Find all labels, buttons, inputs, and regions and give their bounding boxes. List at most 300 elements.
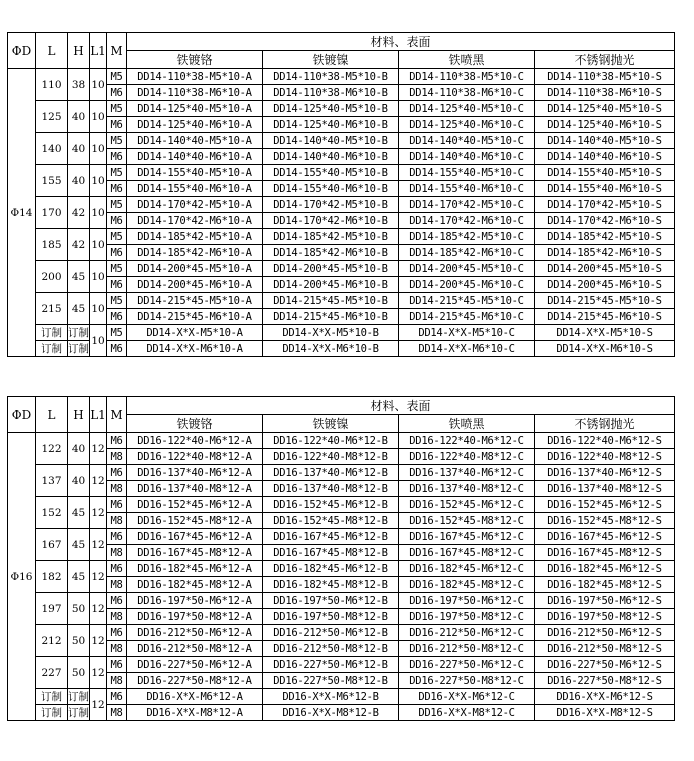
thread-value: M6 — [107, 149, 127, 165]
part-code: DD16-197*50-M8*12-C — [399, 609, 535, 625]
header-thread: M — [107, 33, 127, 69]
part-code: DD16-X*X-M8*12-S — [535, 705, 675, 721]
table-row — [8, 593, 675, 609]
l1-value: 12 — [90, 465, 107, 497]
diameter-value: Φ16 — [8, 433, 36, 721]
length-value: 185 — [36, 229, 68, 261]
thread-value: M6 — [107, 593, 127, 609]
thread-value: M8 — [107, 449, 127, 465]
header-finish: 铁喷黑 — [399, 415, 535, 433]
part-code: DD16-122*40-M8*12-A — [127, 449, 263, 465]
part-code: DD14-155*40-M6*10-A — [127, 181, 263, 197]
part-code: DD16-212*50-M8*12-S — [535, 641, 675, 657]
length-value: 122 — [36, 433, 68, 465]
part-code: DD14-170*42-M6*10-C — [399, 213, 535, 229]
l1-value: 12 — [90, 433, 107, 465]
height-value: 45 — [68, 561, 90, 593]
table-body — [8, 397, 675, 721]
header-finish: 铁镀镍 — [263, 51, 399, 69]
part-code: DD14-110*38-M5*10-B — [263, 69, 399, 85]
height-value: 42 — [68, 229, 90, 261]
part-code: DD14-110*38-M5*10-A — [127, 69, 263, 85]
part-code: DD16-167*45-M8*12-B — [263, 545, 399, 561]
thread-value: M8 — [107, 481, 127, 497]
part-code: DD14-110*38-M6*10-A — [127, 85, 263, 101]
header-finish: 不锈钢抛光 — [535, 415, 675, 433]
part-code: DD16-137*40-M8*12-A — [127, 481, 263, 497]
part-code: DD16-227*50-M6*12-C — [399, 657, 535, 673]
part-code: DD14-155*40-M5*10-B — [263, 165, 399, 181]
part-code: DD16-152*45-M6*12-S — [535, 497, 675, 513]
thread-value: M6 — [107, 497, 127, 513]
part-code: DD14-X*X-M5*10-A — [127, 325, 263, 341]
table-row — [8, 181, 675, 197]
part-code: DD14-140*40-M6*10-B — [263, 149, 399, 165]
l1-value: 12 — [90, 657, 107, 689]
thread-value: M5 — [107, 133, 127, 149]
part-code: DD14-X*X-M6*10-S — [535, 341, 675, 357]
part-code: DD14-185*42-M6*10-A — [127, 245, 263, 261]
part-code: DD16-122*40-M8*12-B — [263, 449, 399, 465]
table-row — [8, 529, 675, 545]
height-value: 40 — [68, 101, 90, 133]
thread-value: M8 — [107, 545, 127, 561]
part-code: DD16-212*50-M6*12-C — [399, 625, 535, 641]
diameter-value: Φ14 — [8, 69, 36, 357]
thread-value: M8 — [107, 705, 127, 721]
thread-value: M6 — [107, 465, 127, 481]
part-code: DD16-X*X-M8*12-B — [263, 705, 399, 721]
part-code: DD14-215*45-M5*10-B — [263, 293, 399, 309]
l1-value: 10 — [90, 69, 107, 101]
height-value: 订制 — [68, 689, 90, 705]
part-code: DD14-200*45-M5*10-C — [399, 261, 535, 277]
part-code: DD16-197*50-M6*12-S — [535, 593, 675, 609]
table-row — [8, 341, 675, 357]
table-row — [8, 85, 675, 101]
part-code: DD14-155*40-M6*10-C — [399, 181, 535, 197]
part-code: DD16-122*40-M6*12-S — [535, 433, 675, 449]
part-code: DD16-152*45-M8*12-C — [399, 513, 535, 529]
part-code: DD16-167*45-M6*12-C — [399, 529, 535, 545]
thread-value: M6 — [107, 689, 127, 705]
thread-value: M6 — [107, 309, 127, 325]
table-row — [8, 497, 675, 513]
header-row — [8, 33, 675, 51]
thread-value: M6 — [107, 181, 127, 197]
part-code: DD14-185*42-M6*10-C — [399, 245, 535, 261]
height-value: 50 — [68, 593, 90, 625]
table-row — [8, 657, 675, 673]
table-row — [8, 149, 675, 165]
part-code: DD14-170*42-M5*10-B — [263, 197, 399, 213]
thread-value: M6 — [107, 245, 127, 261]
part-code: DD16-122*40-M6*12-A — [127, 433, 263, 449]
thread-value: M6 — [107, 625, 127, 641]
table-row — [8, 325, 675, 341]
part-code: DD14-170*42-M6*10-S — [535, 213, 675, 229]
thread-value: M5 — [107, 293, 127, 309]
header-length: L — [36, 397, 68, 433]
l1-value: 10 — [90, 133, 107, 165]
part-code: DD14-170*42-M5*10-S — [535, 197, 675, 213]
part-code: DD16-227*50-M8*12-A — [127, 673, 263, 689]
length-value: 227 — [36, 657, 68, 689]
length-value: 订制 — [36, 325, 68, 341]
part-code: DD14-185*42-M6*10-S — [535, 245, 675, 261]
length-value: 155 — [36, 165, 68, 197]
part-code: DD14-185*42-M5*10-S — [535, 229, 675, 245]
height-value: 40 — [68, 133, 90, 165]
thread-value: M6 — [107, 657, 127, 673]
part-code: DD16-152*45-M8*12-B — [263, 513, 399, 529]
part-code: DD16-122*40-M6*12-B — [263, 433, 399, 449]
part-code: DD16-152*45-M8*12-S — [535, 513, 675, 529]
part-code: DD16-167*45-M6*12-S — [535, 529, 675, 545]
header-finish: 铁喷黑 — [399, 51, 535, 69]
part-code: DD16-182*45-M6*12-C — [399, 561, 535, 577]
part-code: DD14-X*X-M5*10-S — [535, 325, 675, 341]
height-value: 订制 — [68, 325, 90, 341]
part-code: DD16-212*50-M8*12-C — [399, 641, 535, 657]
height-value: 50 — [68, 657, 90, 689]
part-code: DD16-152*45-M6*12-C — [399, 497, 535, 513]
height-value: 50 — [68, 625, 90, 657]
part-code: DD14-185*42-M6*10-B — [263, 245, 399, 261]
table-row — [8, 481, 675, 497]
l1-value: 12 — [90, 497, 107, 529]
thread-value: M8 — [107, 577, 127, 593]
part-code: DD16-122*40-M6*12-C — [399, 433, 535, 449]
height-value: 40 — [68, 165, 90, 197]
part-code: DD16-227*50-M8*12-S — [535, 673, 675, 689]
part-code: DD14-X*X-M6*10-A — [127, 341, 263, 357]
length-value: 170 — [36, 197, 68, 229]
table-body — [8, 33, 675, 357]
header-finish: 铁镀镍 — [263, 415, 399, 433]
header-finish: 铁镀铬 — [127, 415, 263, 433]
part-code: DD16-227*50-M8*12-B — [263, 673, 399, 689]
part-code: DD16-227*50-M8*12-C — [399, 673, 535, 689]
length-value: 125 — [36, 101, 68, 133]
length-value: 订制 — [36, 341, 68, 357]
part-code: DD16-182*45-M8*12-B — [263, 577, 399, 593]
part-code: DD16-137*40-M6*12-S — [535, 465, 675, 481]
part-code: DD16-227*50-M6*12-S — [535, 657, 675, 673]
part-code: DD16-197*50-M8*12-B — [263, 609, 399, 625]
part-code: DD16-167*45-M8*12-A — [127, 545, 263, 561]
table-row — [8, 213, 675, 229]
part-code: DD14-140*40-M5*10-S — [535, 133, 675, 149]
part-code: DD14-185*42-M5*10-C — [399, 229, 535, 245]
part-code: DD14-125*40-M5*10-S — [535, 101, 675, 117]
part-code: DD16-X*X-M8*12-A — [127, 705, 263, 721]
part-code: DD16-152*45-M6*12-A — [127, 497, 263, 513]
l1-value: 10 — [90, 165, 107, 197]
thread-value: M5 — [107, 197, 127, 213]
part-code: DD14-140*40-M5*10-B — [263, 133, 399, 149]
thread-value: M8 — [107, 641, 127, 657]
part-code: DD14-125*40-M6*10-A — [127, 117, 263, 133]
part-code: DD14-X*X-M5*10-C — [399, 325, 535, 341]
part-code: DD14-155*40-M5*10-C — [399, 165, 535, 181]
thread-value: M8 — [107, 609, 127, 625]
part-code: DD16-212*50-M6*12-B — [263, 625, 399, 641]
table-row — [8, 101, 675, 117]
part-code: DD14-125*40-M5*10-B — [263, 101, 399, 117]
part-code: DD14-170*42-M5*10-A — [127, 197, 263, 213]
thread-value: M6 — [107, 341, 127, 357]
header-height: H — [68, 397, 90, 433]
length-value: 182 — [36, 561, 68, 593]
part-code: DD14-140*40-M5*10-A — [127, 133, 263, 149]
table-row — [8, 465, 675, 481]
height-value: 42 — [68, 197, 90, 229]
height-value: 订制 — [68, 705, 90, 721]
table-row — [8, 689, 675, 705]
part-code: DD16-137*40-M8*12-C — [399, 481, 535, 497]
table-row — [8, 705, 675, 721]
height-value: 45 — [68, 529, 90, 561]
part-code: DD14-140*40-M5*10-C — [399, 133, 535, 149]
thread-value: M5 — [107, 325, 127, 341]
table-row — [8, 309, 675, 325]
part-code: DD16-197*50-M8*12-A — [127, 609, 263, 625]
part-code: DD16-227*50-M6*12-B — [263, 657, 399, 673]
length-value: 110 — [36, 69, 68, 101]
part-code: DD16-X*X-M6*12-A — [127, 689, 263, 705]
part-code: DD16-197*50-M6*12-A — [127, 593, 263, 609]
part-code: DD14-200*45-M6*10-C — [399, 277, 535, 293]
part-code: DD14-110*38-M5*10-S — [535, 69, 675, 85]
length-value: 167 — [36, 529, 68, 561]
thread-value: M5 — [107, 229, 127, 245]
length-value: 152 — [36, 497, 68, 529]
part-code: DD16-212*50-M6*12-A — [127, 625, 263, 641]
part-code: DD16-152*45-M6*12-B — [263, 497, 399, 513]
length-value: 215 — [36, 293, 68, 325]
part-code: DD14-155*40-M5*10-A — [127, 165, 263, 181]
thread-value: M6 — [107, 117, 127, 133]
part-code: DD14-185*42-M5*10-B — [263, 229, 399, 245]
part-code: DD14-215*45-M6*10-S — [535, 309, 675, 325]
part-code: DD16-182*45-M8*12-C — [399, 577, 535, 593]
part-code: DD16-137*40-M6*12-B — [263, 465, 399, 481]
part-code: DD16-122*40-M8*12-C — [399, 449, 535, 465]
length-value: 200 — [36, 261, 68, 293]
part-code: DD16-182*45-M6*12-A — [127, 561, 263, 577]
table-row — [8, 197, 675, 213]
part-code: DD14-200*45-M5*10-A — [127, 261, 263, 277]
part-code: DD14-110*38-M6*10-B — [263, 85, 399, 101]
part-code: DD14-215*45-M5*10-S — [535, 293, 675, 309]
table-row — [8, 261, 675, 277]
part-code: DD16-152*45-M8*12-A — [127, 513, 263, 529]
height-value: 38 — [68, 69, 90, 101]
table-row — [8, 561, 675, 577]
part-code: DD14-200*45-M5*10-S — [535, 261, 675, 277]
table-row — [8, 133, 675, 149]
table-row — [8, 673, 675, 689]
table-row — [8, 165, 675, 181]
part-code: DD14-110*38-M5*10-C — [399, 69, 535, 85]
part-code: DD16-182*45-M6*12-S — [535, 561, 675, 577]
header-l1: L1 — [90, 397, 107, 433]
part-code: DD16-137*40-M8*12-B — [263, 481, 399, 497]
part-code: DD14-X*X-M6*10-C — [399, 341, 535, 357]
header-diameter: ΦD — [8, 33, 36, 69]
part-code: DD14-215*45-M6*10-B — [263, 309, 399, 325]
table-row — [8, 69, 675, 85]
part-code: DD16-X*X-M6*12-C — [399, 689, 535, 705]
part-code: DD14-215*45-M5*10-C — [399, 293, 535, 309]
part-code: DD14-110*38-M6*10-C — [399, 85, 535, 101]
header-material-surface: 材料、表面 — [127, 33, 675, 51]
part-code: DD14-215*45-M6*10-A — [127, 309, 263, 325]
length-value: 212 — [36, 625, 68, 657]
part-code: DD14-125*40-M6*10-C — [399, 117, 535, 133]
header-length: L — [36, 33, 68, 69]
height-value: 45 — [68, 261, 90, 293]
thread-value: M6 — [107, 213, 127, 229]
part-code: DD16-167*45-M8*12-S — [535, 545, 675, 561]
thread-value: M5 — [107, 101, 127, 117]
part-code: DD16-167*45-M6*12-A — [127, 529, 263, 545]
thread-value: M6 — [107, 529, 127, 545]
height-value: 40 — [68, 433, 90, 465]
part-code: DD16-X*X-M8*12-C — [399, 705, 535, 721]
thread-value: M5 — [107, 69, 127, 85]
part-code: DD14-200*45-M6*10-S — [535, 277, 675, 293]
part-code: DD16-137*40-M6*12-A — [127, 465, 263, 481]
thread-value: M8 — [107, 513, 127, 529]
height-value: 40 — [68, 465, 90, 497]
part-code: DD16-182*45-M8*12-S — [535, 577, 675, 593]
table-row — [8, 625, 675, 641]
l1-value: 10 — [90, 101, 107, 133]
part-code: DD16-197*50-M6*12-C — [399, 593, 535, 609]
table-row — [8, 277, 675, 293]
part-code: DD14-140*40-M6*10-S — [535, 149, 675, 165]
part-code: DD14-200*45-M6*10-A — [127, 277, 263, 293]
length-value: 197 — [36, 593, 68, 625]
table-row — [8, 513, 675, 529]
header-finish: 铁镀铬 — [127, 51, 263, 69]
part-code: DD16-197*50-M8*12-S — [535, 609, 675, 625]
thread-value: M6 — [107, 85, 127, 101]
header-diameter: ΦD — [8, 397, 36, 433]
thread-value: M6 — [107, 561, 127, 577]
header-thread: M — [107, 397, 127, 433]
part-code: DD14-125*40-M5*10-C — [399, 101, 535, 117]
part-code: DD14-215*45-M5*10-A — [127, 293, 263, 309]
part-code: DD14-170*42-M6*10-A — [127, 213, 263, 229]
part-code: DD14-155*40-M5*10-S — [535, 165, 675, 181]
thread-value: M6 — [107, 277, 127, 293]
part-code: DD14-215*45-M6*10-C — [399, 309, 535, 325]
length-value: 140 — [36, 133, 68, 165]
table-row — [8, 293, 675, 309]
part-code: DD14-125*40-M5*10-A — [127, 101, 263, 117]
part-code: DD16-167*45-M6*12-B — [263, 529, 399, 545]
part-code: DD16-137*40-M8*12-S — [535, 481, 675, 497]
spec-table-d14 — [7, 32, 675, 357]
part-code: DD14-170*42-M5*10-C — [399, 197, 535, 213]
part-code: DD14-200*45-M5*10-B — [263, 261, 399, 277]
part-code: DD14-155*40-M6*10-B — [263, 181, 399, 197]
part-code: DD16-167*45-M8*12-C — [399, 545, 535, 561]
l1-value: 10 — [90, 197, 107, 229]
part-code: DD16-122*40-M8*12-S — [535, 449, 675, 465]
header-height: H — [68, 33, 90, 69]
height-value: 45 — [68, 497, 90, 529]
part-code: DD14-200*45-M6*10-B — [263, 277, 399, 293]
l1-value: 12 — [90, 561, 107, 593]
part-code: DD14-140*40-M6*10-A — [127, 149, 263, 165]
table-row — [8, 641, 675, 657]
height-value: 45 — [68, 293, 90, 325]
length-value: 137 — [36, 465, 68, 497]
table-row — [8, 545, 675, 561]
part-code: DD16-212*50-M6*12-S — [535, 625, 675, 641]
spec-table-d16 — [7, 396, 675, 721]
thread-value: M5 — [107, 261, 127, 277]
part-code: DD16-197*50-M6*12-B — [263, 593, 399, 609]
table-row — [8, 229, 675, 245]
part-code: DD16-212*50-M8*12-A — [127, 641, 263, 657]
l1-value: 12 — [90, 593, 107, 625]
l1-value: 12 — [90, 689, 107, 721]
part-code: DD14-140*40-M6*10-C — [399, 149, 535, 165]
header-row — [8, 397, 675, 415]
thread-value: M5 — [107, 165, 127, 181]
table-row — [8, 433, 675, 449]
part-code: DD14-185*42-M5*10-A — [127, 229, 263, 245]
length-value: 订制 — [36, 689, 68, 705]
header-material-surface: 材料、表面 — [127, 397, 675, 415]
table-row — [8, 449, 675, 465]
part-code: DD14-155*40-M6*10-S — [535, 181, 675, 197]
part-code: DD14-X*X-M6*10-B — [263, 341, 399, 357]
thread-value: M8 — [107, 673, 127, 689]
thread-value: M6 — [107, 433, 127, 449]
l1-value: 10 — [90, 229, 107, 261]
l1-value: 10 — [90, 261, 107, 293]
part-code: DD16-X*X-M6*12-S — [535, 689, 675, 705]
part-code: DD14-110*38-M6*10-S — [535, 85, 675, 101]
part-code: DD16-182*45-M6*12-B — [263, 561, 399, 577]
table-row — [8, 609, 675, 625]
part-code: DD16-227*50-M6*12-A — [127, 657, 263, 673]
part-code: DD16-137*40-M6*12-C — [399, 465, 535, 481]
height-value: 订制 — [68, 341, 90, 357]
l1-value: 10 — [90, 325, 107, 357]
table-row — [8, 577, 675, 593]
table-row — [8, 245, 675, 261]
l1-value: 12 — [90, 529, 107, 561]
l1-value: 12 — [90, 625, 107, 657]
part-code: DD14-170*42-M6*10-B — [263, 213, 399, 229]
length-value: 订制 — [36, 705, 68, 721]
part-code: DD16-212*50-M8*12-B — [263, 641, 399, 657]
table-row — [8, 117, 675, 133]
l1-value: 10 — [90, 293, 107, 325]
part-code: DD14-X*X-M5*10-B — [263, 325, 399, 341]
part-code: DD16-X*X-M6*12-B — [263, 689, 399, 705]
part-code: DD16-182*45-M8*12-A — [127, 577, 263, 593]
header-l1: L1 — [90, 33, 107, 69]
header-finish: 不锈钢抛光 — [535, 51, 675, 69]
